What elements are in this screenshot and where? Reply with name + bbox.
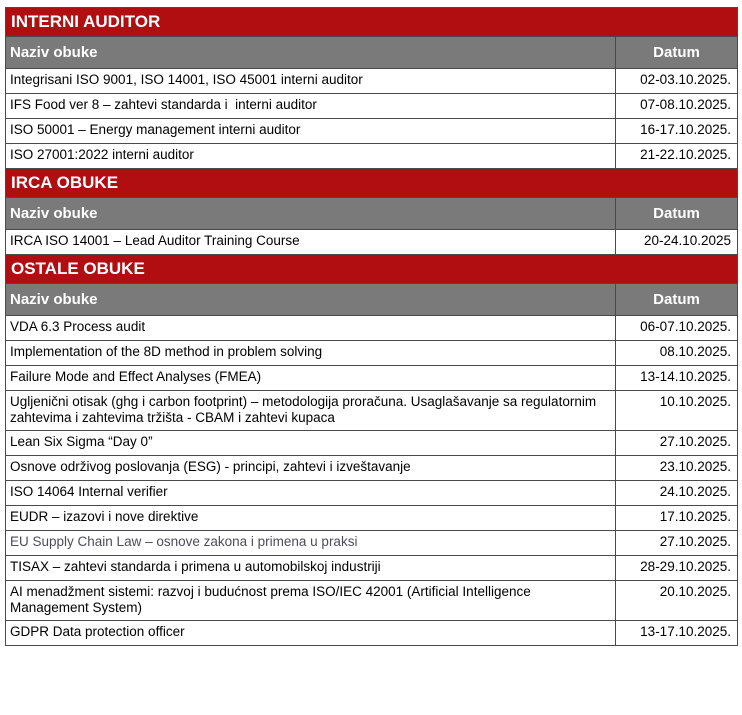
course-date: 27.10.2025. (616, 531, 738, 556)
course-name: GDPR Data protection officer (6, 621, 616, 646)
table-row (6, 556, 738, 581)
course-name: EU Supply Chain Law – osnove zakona i primena u praksi (6, 531, 616, 556)
course-date: 24.10.2025. (616, 481, 738, 506)
course-date: 23.10.2025. (616, 456, 738, 481)
course-name: Osnove održivog poslovanja (ESG) - principi, zahtevi i izveštavanje (6, 456, 616, 481)
course-date: 17.10.2025. (616, 506, 738, 531)
course-date: 06-07.10.2025. (616, 316, 738, 341)
section-ostale-obuke (6, 255, 738, 284)
section-title: OSTALE OBUKE (6, 255, 738, 284)
column-header-name: Naziv obuke (6, 37, 616, 69)
table-row (6, 621, 738, 646)
table-row (6, 341, 738, 366)
table-row (6, 316, 738, 341)
table-header (6, 198, 738, 230)
section-interni-auditor (6, 8, 738, 37)
table-row (6, 366, 738, 391)
course-date: 28-29.10.2025. (616, 556, 738, 581)
table-row (6, 230, 738, 255)
course-name: ISO 50001 – Energy management interni auditor (6, 119, 616, 144)
course-name: IFS Food ver 8 – zahtevi standarda i interni auditor (6, 94, 616, 119)
course-name: AI menadžment sistemi: razvoj i budućnost prema ISO/IEC 42001 (Artificial Intelligence Management System) (6, 581, 616, 621)
course-name: VDA 6.3 Process audit (6, 316, 616, 341)
course-name: IRCA ISO 14001 – Lead Auditor Training Course (6, 230, 616, 255)
column-header-date: Datum (616, 37, 738, 69)
course-date: 20.10.2025. (616, 581, 738, 621)
course-date: 13-17.10.2025. (616, 621, 738, 646)
table-header (6, 37, 738, 69)
course-date: 10.10.2025. (616, 391, 738, 431)
table-row (6, 531, 738, 556)
course-date: 02-03.10.2025. (616, 69, 738, 94)
table-row (6, 431, 738, 456)
course-name: Implementation of the 8D method in problem solving (6, 341, 616, 366)
training-schedule (5, 7, 737, 646)
column-header-name: Naziv obuke (6, 284, 616, 316)
course-name: Ugljenični otisak (ghg i carbon footprint) – metodologija proračuna. Usaglašavanje sa regulatornim zahtevima i zahtevima tržišta - CBAM i zahtevi kupaca (6, 391, 616, 431)
course-name: Lean Six Sigma “Day 0” (6, 431, 616, 456)
course-date: 07-08.10.2025. (616, 94, 738, 119)
table-row (6, 506, 738, 531)
table-row (6, 456, 738, 481)
section-irca-obuke (6, 169, 738, 198)
course-name: Failure Mode and Effect Analyses (FMEA) (6, 366, 616, 391)
table-row (6, 144, 738, 169)
course-date: 16-17.10.2025. (616, 119, 738, 144)
table-row (6, 391, 738, 431)
course-name: ISO 27001:2022 interni auditor (6, 144, 616, 169)
course-name: Integrisani ISO 9001, ISO 14001, ISO 45001 interni auditor (6, 69, 616, 94)
column-header-date: Datum (616, 198, 738, 230)
course-name: TISAX – zahtevi standarda i primena u automobilskoj industriji (6, 556, 616, 581)
table-row (6, 581, 738, 621)
column-header-name: Naziv obuke (6, 198, 616, 230)
section-title: INTERNI AUDITOR (6, 8, 738, 37)
course-date: 08.10.2025. (616, 341, 738, 366)
course-date: 13-14.10.2025. (616, 366, 738, 391)
column-header-date: Datum (616, 284, 738, 316)
course-name: EUDR – izazovi i nove direktive (6, 506, 616, 531)
table-row (6, 119, 738, 144)
table-row (6, 69, 738, 94)
course-date: 27.10.2025. (616, 431, 738, 456)
section-title: IRCA OBUKE (6, 169, 738, 198)
table-row (6, 481, 738, 506)
training-table (5, 7, 738, 646)
course-name: ISO 14064 Internal verifier (6, 481, 616, 506)
table-header (6, 284, 738, 316)
course-date: 21-22.10.2025. (616, 144, 738, 169)
table-row (6, 94, 738, 119)
course-date: 20-24.10.2025 (616, 230, 738, 255)
